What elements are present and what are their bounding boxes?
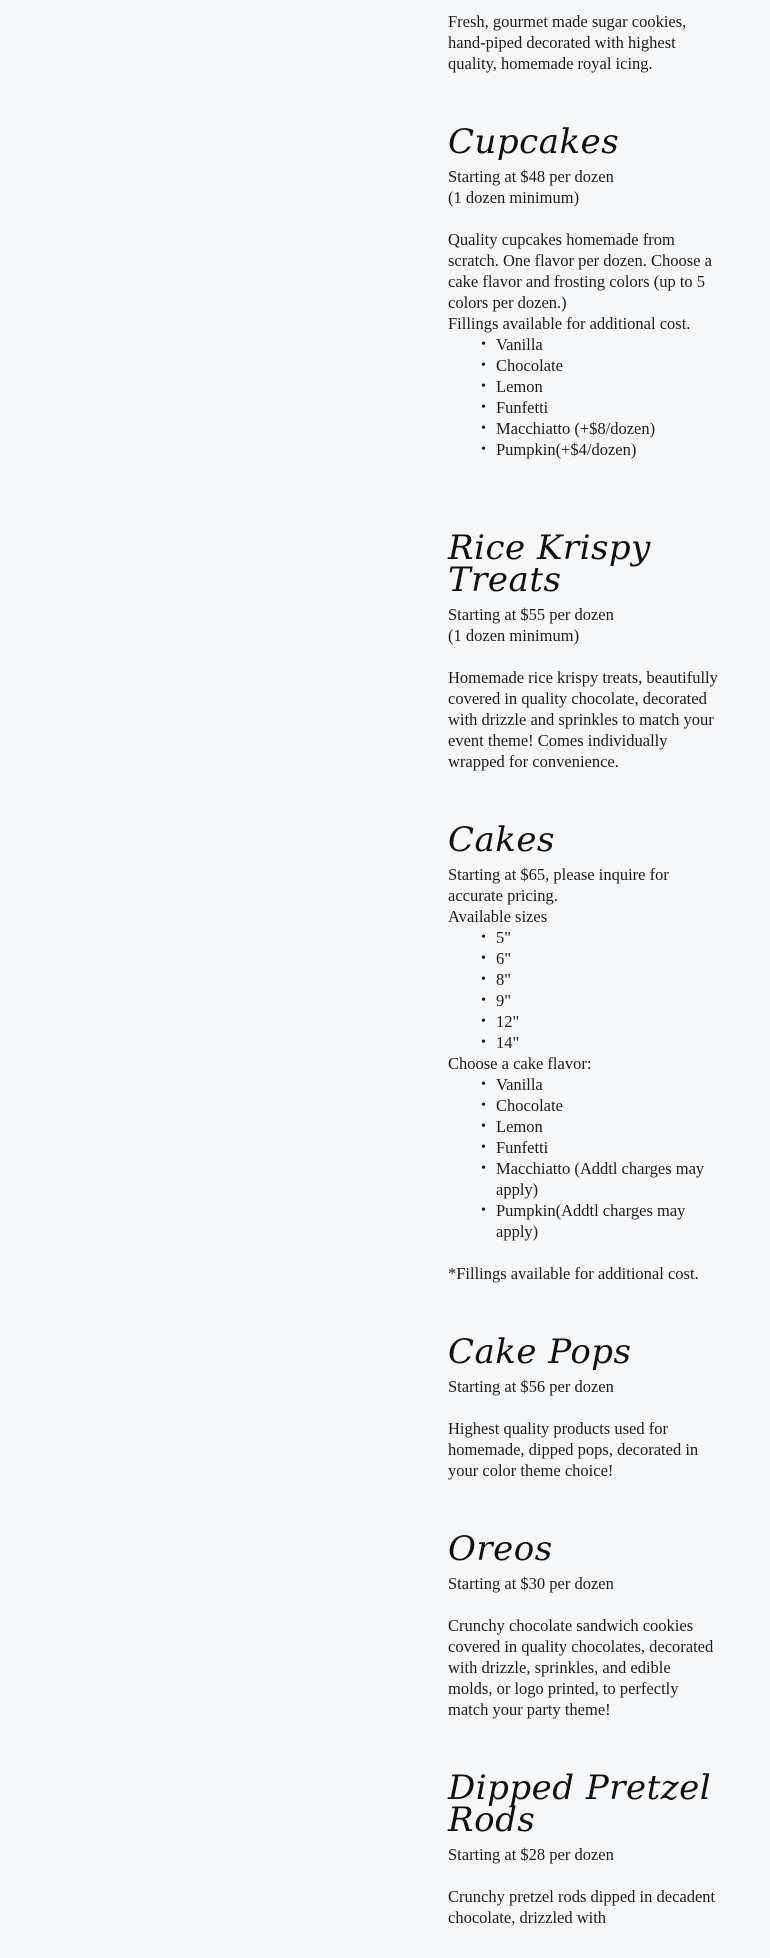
list-item: • 8" <box>496 969 718 990</box>
list-item: • Vanilla <box>496 334 718 355</box>
cookies-description: Fresh, gourmet made sugar cookies, hand-piped decorated with highest quality, homemade royal icing. <box>448 12 687 73</box>
cakes-section <box>448 820 718 1284</box>
rice-krispy-minimum: (1 dozen minimum) <box>448 626 580 645</box>
cupcakes-title: Cupcakes <box>448 122 620 162</box>
oreos-section <box>448 1529 718 1720</box>
oreos-description: Crunchy chocolate sandwich cookies covered in quality chocolates, decorated with drizzle, sprinkles, and edible molds, or logo printed, to perfectly match your party theme! <box>448 1616 714 1719</box>
cake-pops-title: Cake Pops <box>448 1332 632 1372</box>
cake-pops-section <box>448 1332 718 1481</box>
list-item: • 9" <box>496 990 718 1011</box>
list-item: • Lemon <box>496 376 718 397</box>
cupcakes-description: Quality cupcakes homemade from scratch. One flavor per dozen. Choose a cake flavor and frosting colors (up to 5 colors per dozen.) <box>448 230 712 312</box>
list-item: • Funfetti <box>496 397 718 418</box>
list-item: • Pumpkin(Addtl charges may apply) <box>496 1200 718 1242</box>
cakes-flavor-label: Choose a cake flavor: <box>448 1054 592 1073</box>
cakes-title: Cakes <box>448 820 555 860</box>
pretzel-rods-title: Dipped Pretzel Rods <box>448 1768 712 1840</box>
pretzel-rods-price: Starting at $28 per dozen <box>448 1845 614 1864</box>
pretzel-rods-description: Crunchy pretzel rods dipped in decadent chocolate, drizzled with <box>448 1887 716 1927</box>
menu-column <box>448 0 718 1928</box>
rice-krispy-description: Homemade rice krispy treats, beautifully covered in quality chocolate, decorated with drizzle and sprinkles to match your event theme! Comes individually wrapped for convenience. <box>448 668 718 771</box>
cakes-sizes-label: Available sizes <box>448 907 548 926</box>
list-item: • Lemon <box>496 1116 718 1137</box>
cakes-fillings-note: *Fillings available for additional cost. <box>448 1264 699 1283</box>
list-item: • Chocolate <box>496 1095 718 1116</box>
cupcakes-flavor-list <box>448 334 718 460</box>
cake-pops-description: Highest quality products used for homemade, dipped pops, decorated in your color theme choice! <box>448 1419 699 1480</box>
list-item: • Pumpkin(+$4/dozen) <box>496 439 718 460</box>
list-item: • Macchiatto (+$8/dozen) <box>496 418 718 439</box>
cake-pops-price: Starting at $56 per dozen <box>448 1377 614 1396</box>
cakes-price: Starting at $65, please inquire for accurate pricing. <box>448 865 669 905</box>
pretzel-rods-section <box>448 1768 718 1928</box>
oreos-title: Oreos <box>448 1529 553 1569</box>
list-item: • 6" <box>496 948 718 969</box>
list-item: • 5" <box>496 927 718 948</box>
rice-krispy-title: Rice Krispy Treats <box>448 528 651 600</box>
cakes-flavor-list <box>448 1074 718 1242</box>
list-item: • 14" <box>496 1032 718 1053</box>
list-item: • Vanilla <box>496 1074 718 1095</box>
list-item: • 12" <box>496 1011 718 1032</box>
list-item: • Funfetti <box>496 1137 718 1158</box>
rice-krispy-price: Starting at $55 per dozen <box>448 605 614 624</box>
cupcakes-minimum: (1 dozen minimum) <box>448 188 580 207</box>
cakes-size-list <box>448 927 718 1053</box>
cupcakes-price: Starting at $48 per dozen <box>448 167 614 186</box>
cupcakes-fillings-note: Fillings available for additional cost. <box>448 314 691 333</box>
oreos-price: Starting at $30 per dozen <box>448 1574 614 1593</box>
cupcakes-section <box>448 122 718 460</box>
list-item: • Chocolate <box>496 355 718 376</box>
rice-krispy-section <box>448 528 718 772</box>
list-item: • Macchiatto (Addtl charges may apply) <box>496 1158 718 1200</box>
